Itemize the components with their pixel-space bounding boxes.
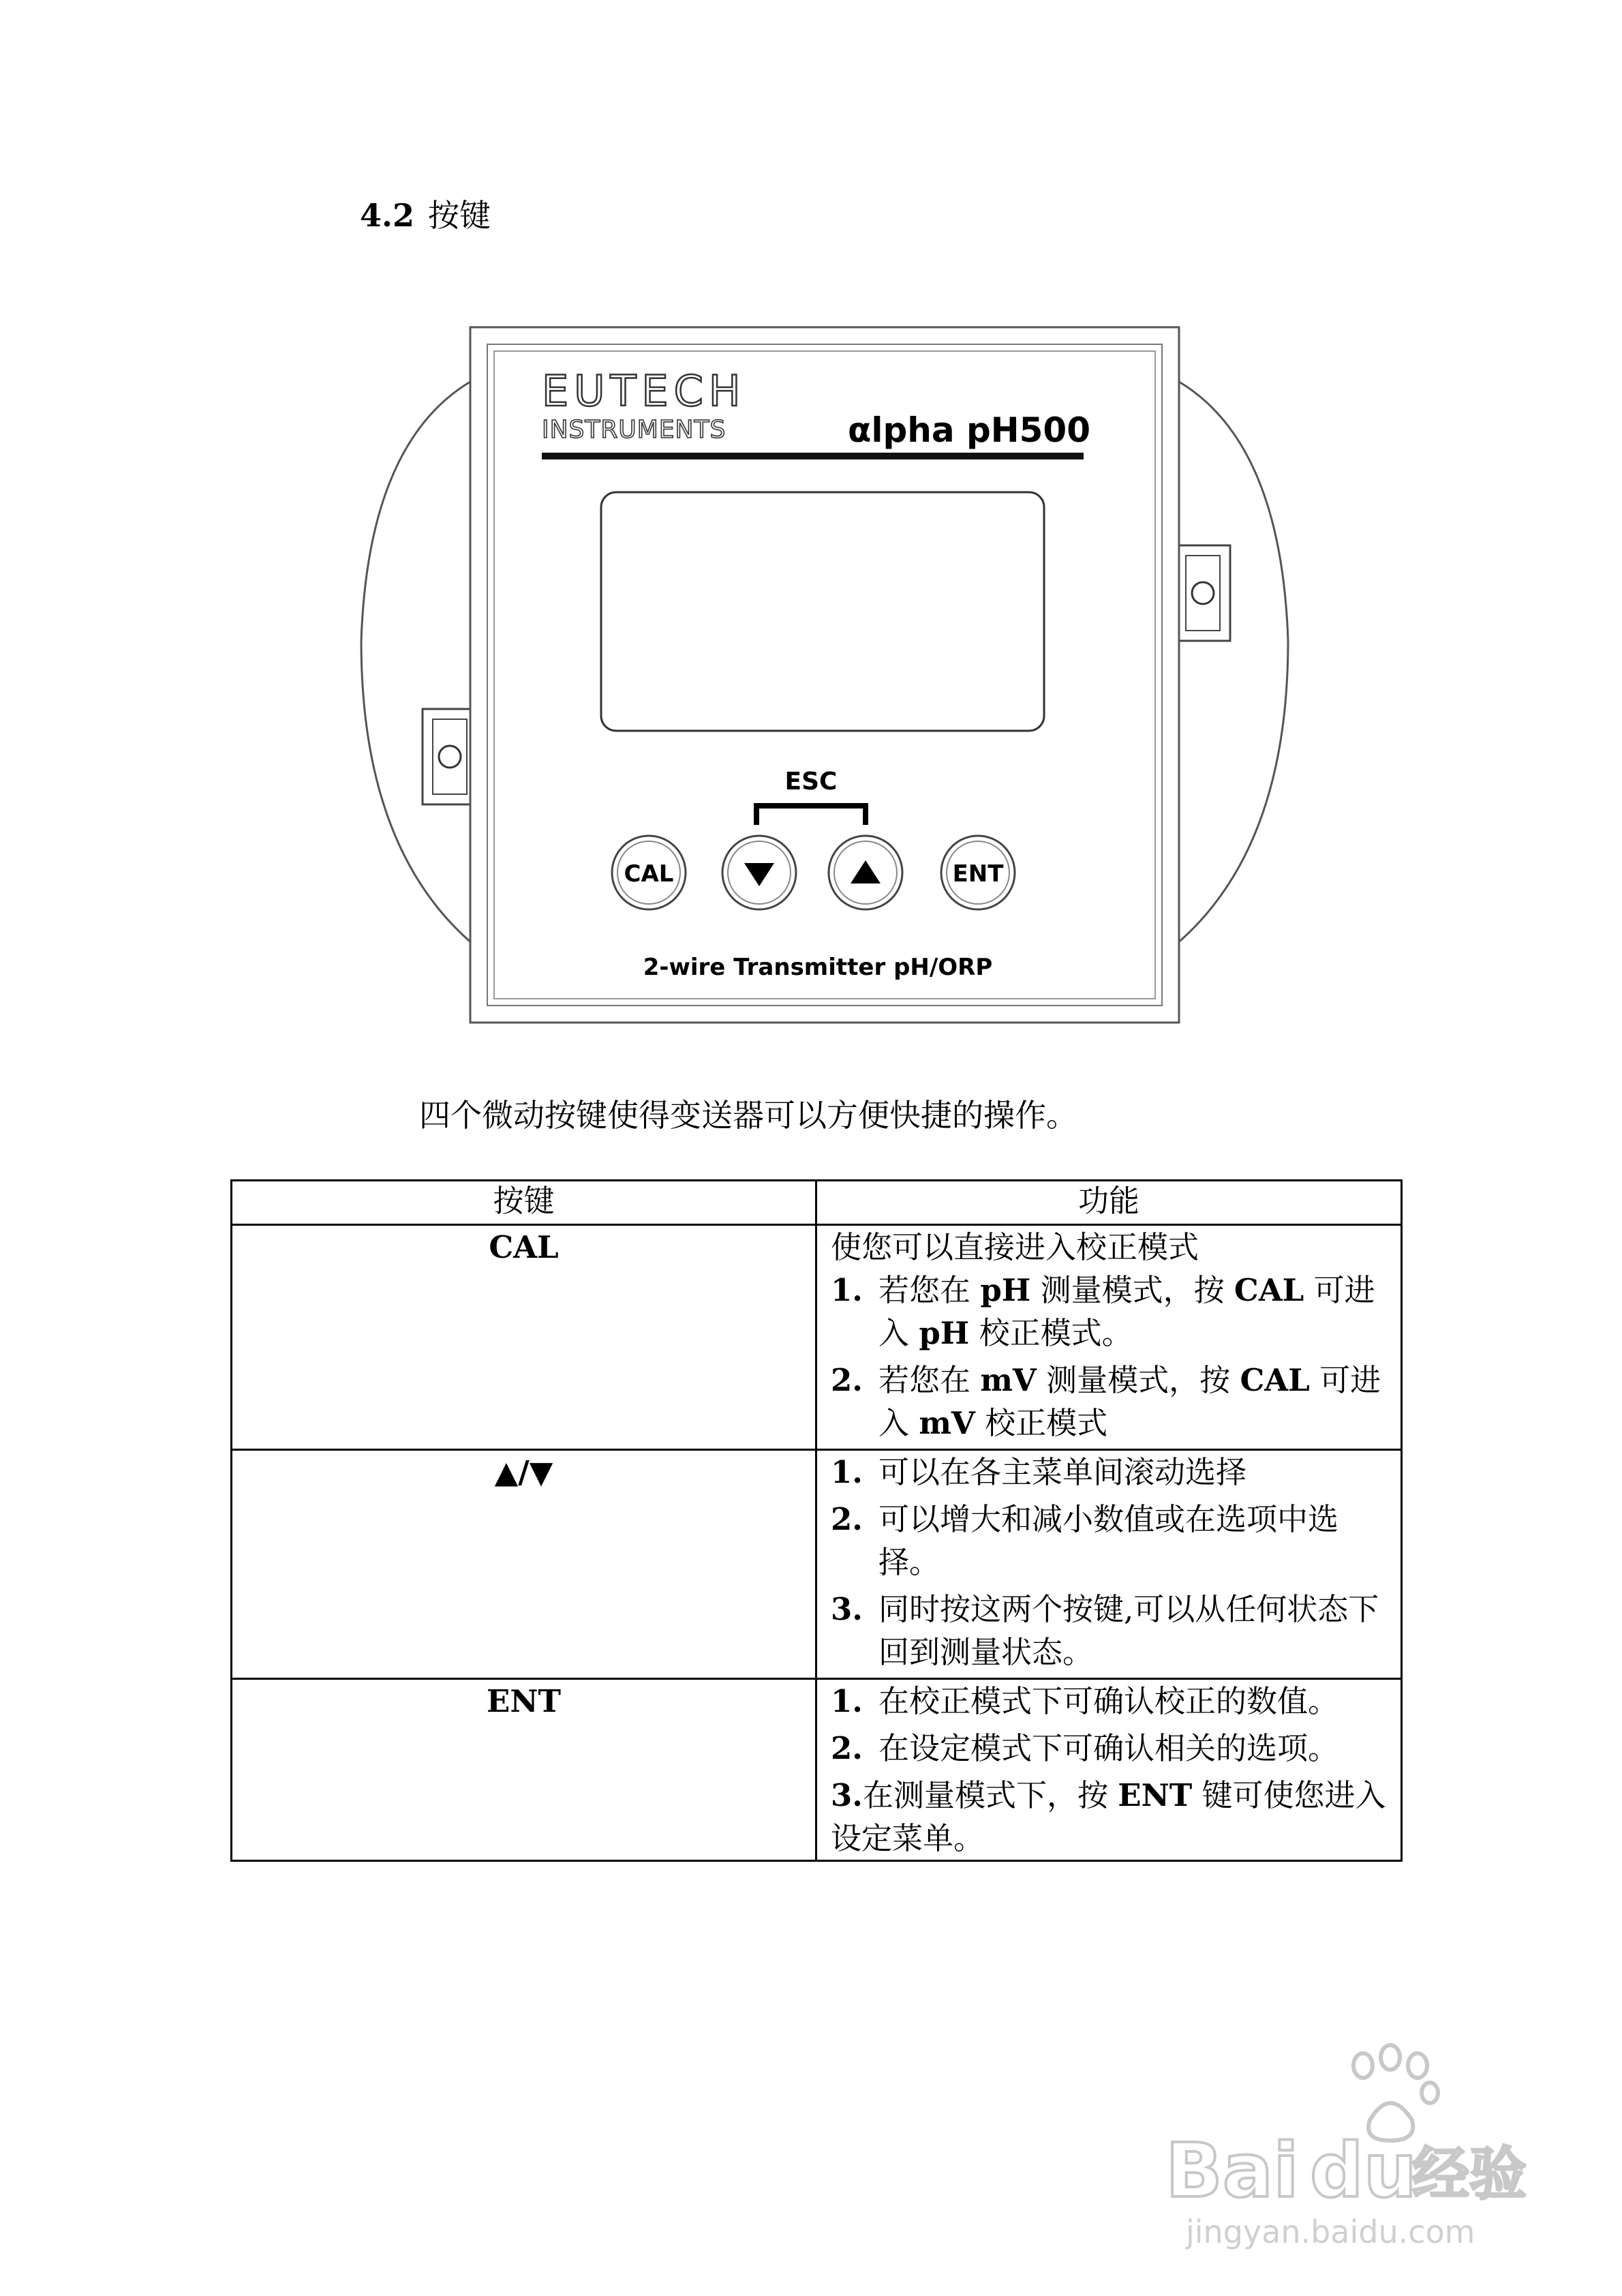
- list-item: 2. 若您在 mV 测量模式，按 CAL 可进入 mV 校正模式: [831, 1362, 1381, 1441]
- header-key: 按键: [232, 1181, 816, 1225]
- ent-button[interactable]: [941, 836, 1015, 909]
- key-cal: CAL: [232, 1225, 816, 1450]
- cal-button[interactable]: [612, 836, 686, 909]
- watermark-brand-end: du: [1310, 2127, 1418, 2214]
- function-cal: [816, 1225, 1402, 1450]
- up-button[interactable]: [829, 836, 902, 909]
- brand-rule: [542, 453, 1084, 459]
- cal-button-label: CAL: [624, 860, 674, 888]
- function-cal-intro: 使您可以直接进入校正模式: [831, 1229, 1199, 1265]
- function-arrows: [816, 1450, 1402, 1679]
- baidu-jingyan-watermark: [1159, 2038, 1540, 2256]
- down-button[interactable]: [722, 836, 796, 909]
- function-ent: [816, 1679, 1402, 1861]
- key-function-table: [230, 1179, 1403, 1862]
- list-item: 2. 可以增大和减小数值或在选项中选择。: [831, 1501, 1339, 1580]
- section-heading: [360, 195, 491, 236]
- key-arrows: ▲/▼: [232, 1450, 816, 1679]
- table-row-arrows: [232, 1450, 1402, 1679]
- esc-label: ESC: [784, 768, 838, 796]
- list-item: 3. 同时按这两个按键,可以从任何状态下回到测量状态。: [831, 1591, 1379, 1670]
- table-header-row: [232, 1181, 1402, 1225]
- brand-eutech: EUTECH: [542, 366, 746, 416]
- watermark-cn: 经验: [1412, 2141, 1527, 2207]
- table-row-cal: [232, 1225, 1402, 1450]
- function-ent-extra: 3.在测量模式下，按 ENT 键可使您进入设定菜单。: [831, 1777, 1386, 1856]
- lcd-display: [601, 492, 1044, 731]
- ent-button-label: ENT: [952, 860, 1004, 888]
- list-item: 1. 在校正模式下可确认校正的数值。: [831, 1683, 1339, 1719]
- section-number: 4.2: [360, 197, 415, 234]
- right-mounting-wing: [1172, 382, 1288, 948]
- model-name: αlpha pH500: [847, 410, 1090, 450]
- list-item: 1. 若您在 pH 测量模式，按 CAL 可进入 pH 校正模式。: [831, 1272, 1375, 1351]
- key-ent: ENT: [232, 1679, 816, 1861]
- brand-instruments: INSTRUMENTS: [542, 416, 726, 444]
- section-title: 按键: [428, 197, 491, 234]
- left-bracket: [423, 709, 477, 804]
- list-item: 2. 在设定模式下可确认相关的选项。: [831, 1730, 1339, 1766]
- list-item: 1. 可以在各主菜单间滚动选择: [831, 1454, 1247, 1490]
- intro-text: 四个微动按键使得变送器可以方便快捷的操作。: [419, 1097, 1077, 1134]
- device-front-panel-figure: [341, 320, 1309, 1036]
- device-subtitle: 2-wire Transmitter pH/ORP: [643, 954, 993, 981]
- table-row-ent: [232, 1679, 1402, 1861]
- right-bracket: [1176, 545, 1230, 641]
- header-function: 功能: [816, 1181, 1402, 1225]
- paw-icon: [1353, 2045, 1438, 2141]
- left-mounting-wing: [361, 382, 477, 948]
- watermark-brand: Bai: [1165, 2127, 1299, 2214]
- watermark-url: jingyan.baidu.com: [1186, 2214, 1475, 2250]
